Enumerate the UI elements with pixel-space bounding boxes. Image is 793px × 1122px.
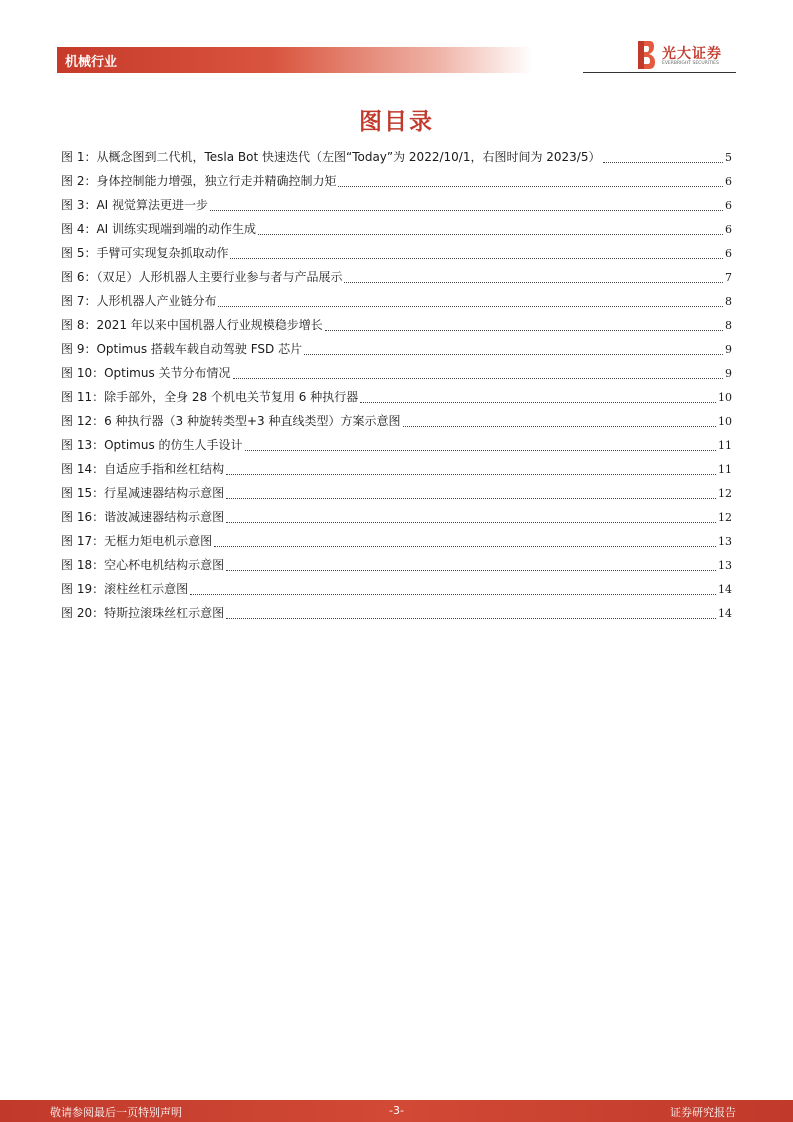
toc-entry-page: 14	[718, 607, 732, 620]
header-divider	[583, 72, 736, 73]
toc-entry-label: 图 15：行星减速器结构示意图	[61, 486, 225, 500]
toc-entry[interactable]	[61, 289, 732, 313]
toc-entry-label: 图 9：Optimus 搭载车载自动驾驶 FSD 芯片	[61, 342, 303, 356]
toc-entry-label: 图 11：除手部外，全身 28 个机电关节复用 6 种执行器	[61, 390, 359, 404]
toc-entry-label: 图 2：身体控制能力增强，独立行走并精确控制力矩	[61, 174, 337, 188]
toc-leader-dots	[338, 186, 723, 187]
toc-entry[interactable]	[61, 529, 732, 553]
toc-entry[interactable]	[61, 457, 732, 481]
toc-entry-label: 图 3：AI 视觉算法更进一步	[61, 198, 209, 212]
toc-leader-dots	[226, 522, 716, 523]
toc-title: 图目录	[359, 109, 434, 135]
toc-entry-page: 9	[725, 367, 732, 380]
toc-leader-dots	[304, 354, 723, 355]
toc-leader-dots	[325, 330, 723, 331]
toc-entry-label: 图 7：人形机器人产业链分布	[61, 294, 217, 308]
toc-entry[interactable]	[61, 313, 732, 337]
toc-entry-page: 6	[725, 247, 732, 260]
toc-leader-dots	[226, 570, 716, 571]
toc-leader-dots	[344, 282, 723, 283]
toc-leader-dots	[190, 594, 716, 595]
toc-entry-page: 13	[718, 535, 732, 548]
toc-entry[interactable]	[61, 553, 732, 577]
toc-entry-page: 7	[725, 271, 732, 284]
toc-leader-dots	[230, 258, 723, 259]
toc-entry-label: 图 4：AI 训练实现端到端的动作生成	[61, 222, 257, 236]
toc-leader-dots	[226, 498, 716, 499]
toc-entry-page: 12	[718, 511, 732, 524]
footer-disclaimer: 敬请参阅最后一页特别声明	[50, 1106, 182, 1119]
toc-entry[interactable]	[61, 265, 732, 289]
industry-label: 机械行业	[65, 55, 118, 70]
toc-entry[interactable]	[61, 169, 732, 193]
toc-entry[interactable]	[61, 505, 732, 529]
toc-leader-dots	[218, 306, 723, 307]
toc-entry-page: 13	[718, 559, 732, 572]
toc-entry[interactable]	[61, 337, 732, 361]
toc-entry-label: 图 12：6 种执行器（3 种旋转类型+3 种直线类型）方案示意图	[61, 414, 401, 428]
toc-entry[interactable]	[61, 193, 732, 217]
toc-entry[interactable]	[61, 217, 732, 241]
toc-entry-label: 图 8：2021 年以来中国机器人行业规模稳步增长	[61, 318, 323, 332]
everbright-logo-icon	[636, 40, 656, 70]
toc-entry-label: 图 19：滚柱丝杠示意图	[61, 582, 189, 596]
toc-entry-label: 图 17：无框力矩电机示意图	[61, 534, 213, 548]
toc-entry-label: 图 5：手臂可实现复杂抓取动作	[61, 246, 229, 260]
figure-toc-list	[61, 145, 732, 625]
toc-entry-page: 8	[725, 319, 732, 332]
toc-entry[interactable]	[61, 409, 732, 433]
toc-entry-page: 12	[718, 487, 732, 500]
footer-report-type: 证券研究报告	[670, 1106, 736, 1119]
toc-leader-dots	[603, 162, 724, 163]
toc-entry-page: 6	[725, 223, 732, 236]
brand-logo	[636, 40, 736, 70]
toc-entry-label: 图 20：特斯拉滚珠丝杠示意图	[61, 606, 225, 620]
toc-entry-label: 图 18：空心杯电机结构示意图	[61, 558, 225, 572]
logo-text-en: EVERBRIGHT SECURITIES	[662, 61, 719, 66]
toc-entry[interactable]	[61, 601, 732, 625]
toc-entry-label: 图 1：从概念图到二代机，Tesla Bot 快速迭代（左图“Today”为 2022/10/1，右图时间为 2023/5）	[61, 150, 601, 164]
toc-entry[interactable]	[61, 241, 732, 265]
toc-leader-dots	[214, 546, 716, 547]
toc-entry-page: 10	[718, 415, 732, 428]
toc-leader-dots	[226, 618, 716, 619]
toc-entry-label: 图 14：自适应手指和丝杠结构	[61, 462, 225, 476]
toc-entry-page: 6	[725, 175, 732, 188]
toc-entry-label: 图 13：Optimus 的仿生人手设计	[61, 438, 243, 452]
toc-entry-label: 图 10：Optimus 关节分布情况	[61, 366, 231, 380]
toc-leader-dots	[360, 402, 716, 403]
toc-leader-dots	[403, 426, 717, 427]
toc-leader-dots	[258, 234, 723, 235]
toc-leader-dots	[210, 210, 723, 211]
footer-bar	[0, 1100, 793, 1122]
toc-leader-dots	[245, 450, 716, 451]
toc-entry-page: 10	[718, 391, 732, 404]
toc-entry-page: 6	[725, 199, 732, 212]
toc-entry[interactable]	[61, 433, 732, 457]
toc-leader-dots	[226, 474, 716, 475]
header-banner	[57, 47, 533, 73]
toc-entry[interactable]	[61, 361, 732, 385]
toc-entry-label: 图 16：谐波减速器结构示意图	[61, 510, 225, 524]
toc-entry-page: 11	[718, 439, 732, 452]
toc-entry[interactable]	[61, 145, 732, 169]
toc-entry-page: 8	[725, 295, 732, 308]
toc-entry[interactable]	[61, 577, 732, 601]
toc-entry[interactable]	[61, 385, 732, 409]
page-number: -3-	[389, 1104, 404, 1117]
toc-entry-label: 图 6：（双足）人形机器人主要行业参与者与产品展示	[61, 270, 343, 284]
toc-leader-dots	[233, 378, 723, 379]
toc-entry-page: 11	[718, 463, 732, 476]
toc-entry[interactable]	[61, 481, 732, 505]
toc-entry-page: 9	[725, 343, 732, 356]
toc-entry-page: 5	[725, 151, 732, 164]
toc-entry-page: 14	[718, 583, 732, 596]
logo-text-cn: 光大证券	[662, 46, 722, 62]
